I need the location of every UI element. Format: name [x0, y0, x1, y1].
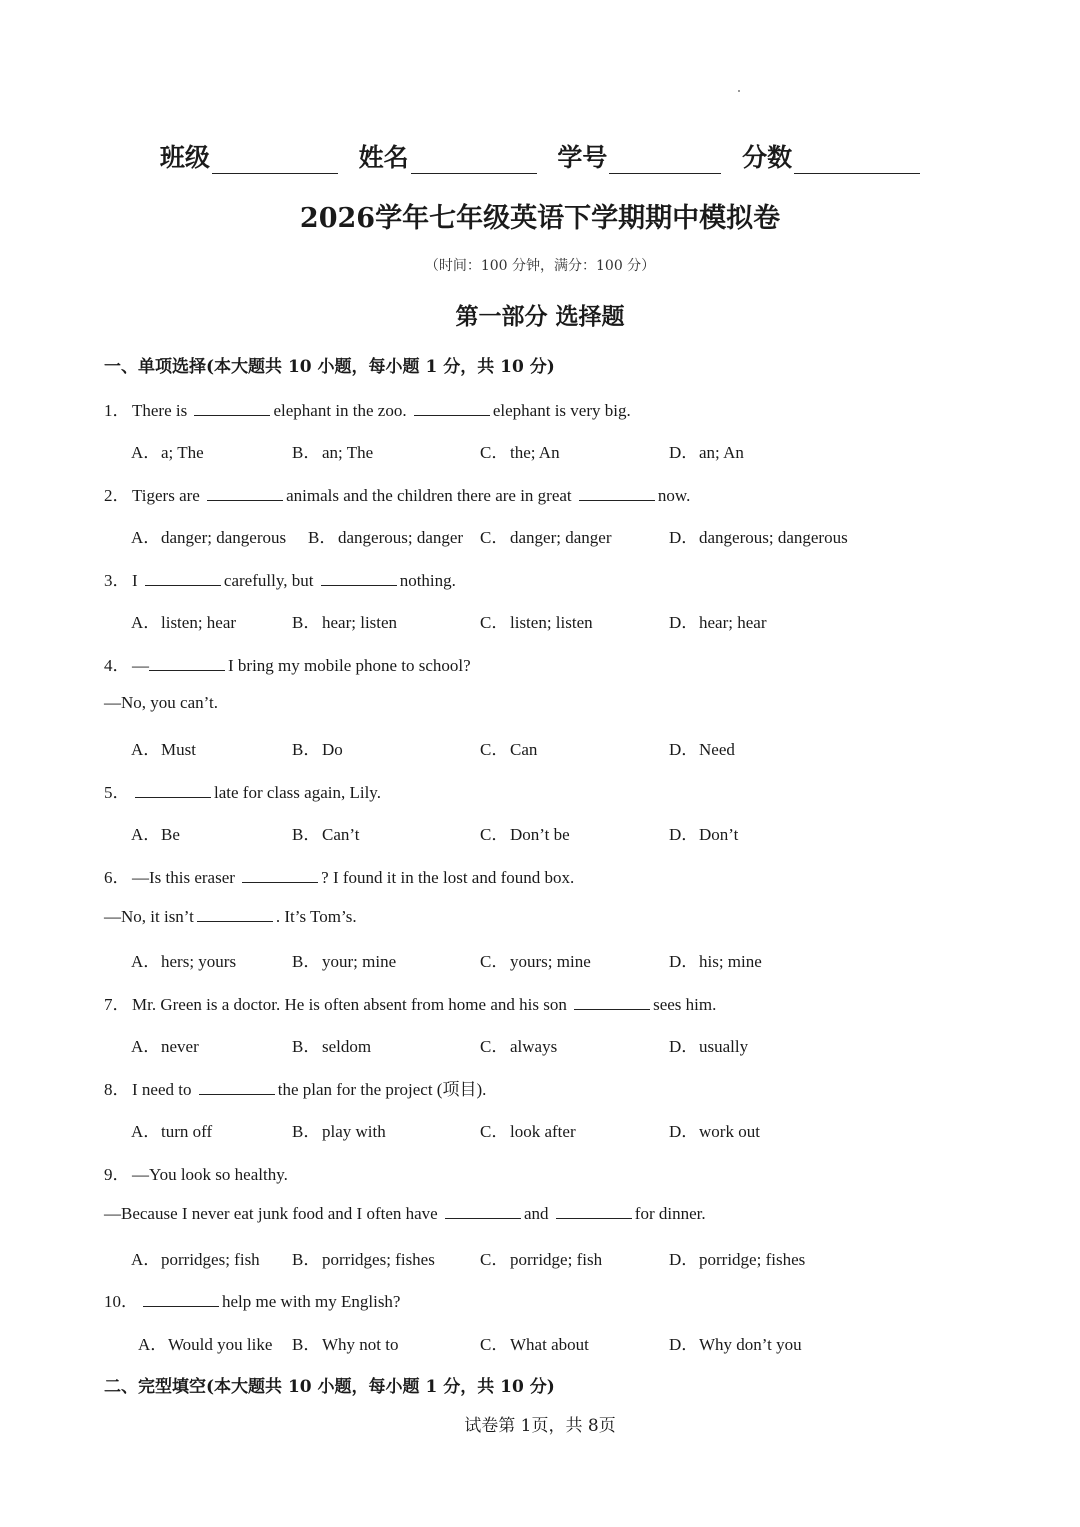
answer-blank [574, 993, 650, 1010]
question-3: 3． I carefully, but nothing. [104, 566, 456, 591]
id-blank[interactable] [609, 143, 721, 174]
answer-blank [143, 1290, 219, 1307]
exam-subtitle: （时间：100 分钟，满分：100 分） [424, 258, 656, 274]
option-b[interactable]: B．play with [292, 1122, 386, 1141]
option-d[interactable]: D．hear; hear [669, 613, 767, 632]
option-c[interactable]: C．look after [480, 1122, 576, 1141]
class-field: 班级 [160, 138, 338, 174]
answer-blank [556, 1202, 632, 1219]
option-c[interactable]: C．porridge; fish [480, 1250, 603, 1269]
answer-blank [321, 569, 397, 586]
option-c[interactable]: C．Can [480, 740, 538, 759]
option-d[interactable]: D．porridge; fishes [669, 1250, 806, 1269]
option-a[interactable]: A．never [131, 1037, 199, 1056]
section-title: 一、单项选择(本大题共 10 小题，每小题 1 分，共 10 分) [104, 357, 555, 377]
option-d[interactable]: D．his; mine [669, 952, 762, 971]
question-8: 8． I need to the plan for the project (项目). [104, 1075, 486, 1100]
option-b[interactable]: B．porridges; fishes [292, 1250, 435, 1269]
option-a[interactable]: A．danger; dangerous [131, 528, 287, 547]
question-6: 6． —Is this eraser ? I found it in the lost and found box. [104, 863, 574, 888]
option-b[interactable]: B．an; The [292, 443, 374, 462]
question-number: 5． [104, 783, 130, 802]
class-blank[interactable] [212, 143, 338, 174]
answer-blank [579, 484, 655, 501]
question-number: 3． [104, 571, 130, 590]
question-9-reply: —Because I never eat junk food and I often have and for dinner. [104, 1204, 706, 1223]
option-a[interactable]: A．listen; hear [131, 613, 237, 632]
question-6-reply: —No, it isn’t . It’s Tom’s. [104, 907, 357, 926]
score-blank[interactable] [794, 143, 920, 174]
answer-blank [207, 484, 283, 501]
answer-blank [194, 399, 270, 416]
option-a[interactable]: A．turn off [131, 1122, 213, 1141]
option-b[interactable]: B．Do [292, 740, 343, 759]
question-number: 4． [104, 656, 130, 675]
option-a[interactable]: A．porridges; fish [131, 1250, 260, 1269]
question-number: 8． [104, 1080, 130, 1099]
option-b[interactable]: B．dangerous; danger [308, 528, 464, 547]
answer-blank [135, 781, 211, 798]
option-b[interactable]: B．Can’t [292, 825, 360, 844]
name-blank[interactable] [411, 143, 537, 174]
question-number: 9． [104, 1165, 130, 1184]
option-b[interactable]: B．your; mine [292, 952, 397, 971]
option-d[interactable]: D．an; An [669, 443, 744, 462]
option-d[interactable]: D．Need [669, 740, 735, 759]
question-5: 5． late for class again, Lily. [104, 778, 381, 803]
question-number: 2． [104, 486, 130, 505]
option-c[interactable]: C．Don’t be [480, 825, 570, 844]
name-field: 姓名 [359, 138, 537, 174]
option-a[interactable]: A．Be [131, 825, 180, 844]
answer-blank [145, 569, 221, 586]
score-field: 分数 [742, 138, 920, 174]
option-d[interactable]: D．dangerous; dangerous [669, 528, 848, 547]
option-d[interactable]: D．usually [669, 1037, 749, 1056]
question-1: 1． There is elephant in the zoo. elephant is very big. [104, 396, 631, 421]
option-c[interactable]: C．danger; danger [480, 528, 612, 547]
question-number: 10． [104, 1292, 138, 1311]
option-c[interactable]: C．listen; listen [480, 613, 593, 632]
option-a[interactable]: A．hers; yours [131, 952, 237, 971]
question-number: 7． [104, 995, 130, 1014]
option-d[interactable]: D．Why don’t you [669, 1335, 802, 1354]
question-number: 6． [104, 868, 130, 887]
question-4: 4． — I bring my mobile phone to school? [104, 651, 471, 676]
id-field: 学号 [557, 138, 721, 174]
option-d[interactable]: D．Don’t [669, 825, 739, 844]
answer-blank [197, 905, 273, 922]
option-d[interactable]: D．work out [669, 1122, 760, 1141]
section-title: 二、完型填空(本大题共 10 小题，每小题 1 分，共 10 分) [104, 1377, 555, 1397]
scan-speck [738, 90, 740, 92]
question-4-reply: —No, you can’t. [104, 693, 218, 712]
question-number: 1． [104, 401, 130, 420]
option-a[interactable]: A．Would you like [138, 1335, 273, 1354]
option-c[interactable]: C．yours; mine [480, 952, 591, 971]
question-7: 7． Mr. Green is a doctor. He is often absent from home and his son sees him. [104, 990, 716, 1015]
answer-blank [414, 399, 490, 416]
part-title: 第一部分 选择题 [455, 303, 625, 330]
page-footer: 试卷第 1页，共 8页 [464, 1416, 616, 1436]
option-a[interactable]: A．Must [131, 740, 196, 759]
option-b[interactable]: B．Why not to [292, 1335, 399, 1354]
option-c[interactable]: C．What about [480, 1335, 589, 1354]
question-10: 10． help me with my English? [104, 1287, 400, 1312]
option-b[interactable]: B．seldom [292, 1037, 372, 1056]
answer-blank [199, 1078, 275, 1095]
answer-blank [242, 866, 318, 883]
answer-blank [445, 1202, 521, 1219]
answer-blank [149, 654, 225, 671]
question-9: 9． —You look so healthy. [104, 1160, 288, 1185]
option-c[interactable]: C．the; An [480, 443, 560, 462]
option-b[interactable]: B．hear; listen [292, 613, 398, 632]
option-c[interactable]: C．always [480, 1037, 558, 1056]
student-info-fields [0, 138, 1080, 174]
exam-title: 2026学年七年级英语下学期期中模拟卷 [299, 203, 781, 234]
option-a[interactable]: A．a; The [131, 443, 204, 462]
question-2: 2． Tigers are animals and the children there are in great now. [104, 481, 690, 506]
